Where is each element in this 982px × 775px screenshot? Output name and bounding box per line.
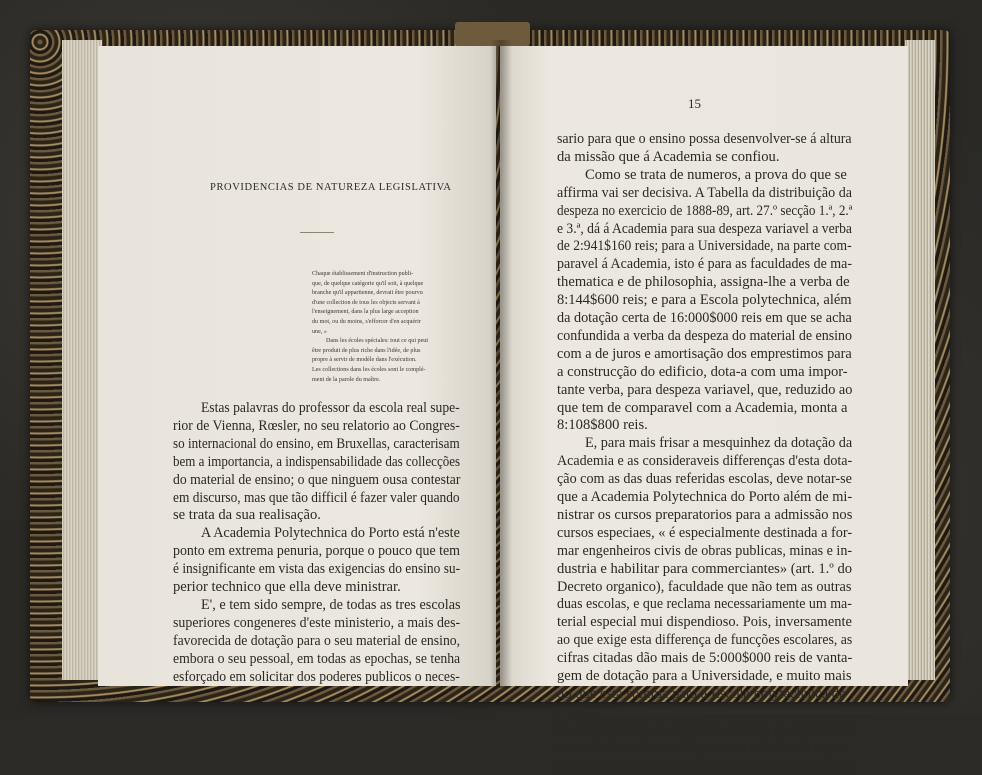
text-line: favorecida de dotação para o seu material de ensino, [173,632,461,649]
text-line: paravel á Academia, isto é para as faculdades de ma- [557,256,853,273]
text-line: que tem de comparavel com a Academia, monta a [557,399,848,416]
text-line: despeza no exercicio de 1888-89, art. 27.º secção 1.ª, 2.ª [557,202,853,219]
epigraph-line: Les collections dans les écoles sont le complé- [312,366,426,373]
text-line: que a Academia Polytechnica do Porto além de mi- [557,489,853,505]
heading-divider [300,232,334,233]
text-line: reis dada á Academia Polytechnica e destinada a «pre- [557,739,853,756]
text-line: é insignificante em vista das exigencias do ensino su- [173,561,461,578]
text-line: bem a importancia, a indispensabilidade das collecções [173,453,461,470]
text-line: cifras citadas dão mais de 5:000$000 reis de vanta- [557,650,853,667]
text-line: dustria e habilitar para commerciantes» (art. 1.º do [557,560,853,577]
text-line: da missão que á Academia se confiou. [557,148,780,165]
epigraph-line: être produit de plus riche dans l'idée, de plus [312,347,421,354]
text-line: rior de Vienna, Rœsler, no seu relatorio ao Congres- [173,417,460,434]
text-line: cursos especiaes, « é especialmente destinada a for- [557,524,853,541]
text-line: terial especial mui dispendioso. Pois, inversamente [557,614,852,631]
text-line: superiores congeneres d'este ministerio, a mais des- [173,614,461,631]
epigraph-line: l'enseignement, dans la plus large acception [312,309,419,316]
epigraph-line: Chaque établissement d'instruction publi- [312,271,414,277]
text-line: a construcção do edificio, dota-a com uma impor- [557,363,848,380]
epigraph-line: Dans les écoles spéciales: tout ce qui peut [326,338,429,345]
epigraph-line: une, » [312,328,327,335]
text-line: ção com as das duas referidas escolas, deve notar-se [557,471,852,488]
text-line: thematica e de philosophia, assigna-lhe a verba de [557,274,850,291]
page-number: 15 [688,96,701,111]
text-line: Decreto organico), faculdade que não tem as outras [557,578,852,595]
text-line: A Academia Polytechnica do Porto está n'este [201,525,460,542]
text-line: mar engenheiros civis de obras publicas, minas e in- [557,542,853,559]
text-line: ponto em extrema penuria, porque o pouco que tem [173,543,460,560]
text-line: affirma vai ser decisiva. A Tabella da distribuição da [557,184,853,201]
text-line: sario para que o ensino possa desenvolver-se á altura [557,131,852,147]
text-line: tante verba, para despeza variavel, que, reduzido ao [557,381,853,398]
section-heading: PROVIDENCIAS DE NATUREZA LEGISLATIVA [210,182,452,193]
text-line: com a de juros e amortisação dos emprestimos para [557,345,852,362]
epigraph-line: branche qu'il appartienne, devrait être pourvu [312,290,423,297]
text-line: gem de dotação para a Universidade, e muito mais [557,668,852,684]
text-line: confundida a verba da despeza do material de ensino [557,327,853,344]
text-line: e 3.ª, dá á Academia para sua despeza variavel a verba [557,220,852,237]
text-line: E', e tem sido sempre, de todas as tres escolas [201,596,461,613]
text-line: do material de ensino; o que ninguem ousa contestar [173,471,461,488]
text-line: Academia e as consideraveis differenças d'esta dota- [557,453,853,470]
text-line: duas escolas, e que reclama necessariamente um ma- [557,596,852,613]
text-line: Lisboa! [557,703,602,720]
text-line: 8:108$800 reis. [557,417,648,434]
text-line: nistrar os cursos preparatorios para a admissão nos [557,506,853,523]
text-line: ao que exige esta differença de funcções escolares, as [557,632,853,649]
text-line: perior technico que ella deve ministrar. [173,579,401,595]
epigraph-line: du mot, ou du moins, s'efforcer d'en acquérir [312,318,421,325]
text-line: embora o seu pessoal, em todas as epochas, se tenha [173,650,461,667]
epigraph-line: propre à servir de modèle dans l'exécution. [312,357,417,364]
text-line: da dotação certa de 16:000$000 reis em que se acha [557,310,852,326]
text-line: Se isoladamente se considera a verba de 2:941$160 [557,721,853,738]
text-line: do que esta somma para a Escola polytechnica de [557,685,846,702]
epigraph-quote [312,270,460,385]
text-line: 8:144$600 reis; e para a Escola polytechnica, além [557,292,852,309]
text-line: E, para mais frisar a mesquinhez da dotação da [585,435,853,452]
text-line: em discurso, mas que tão difficil é fazer valer quando [173,489,460,506]
text-line: mios a estudantes, despezas do expediente, compra [557,757,853,774]
text-line: so internacional do ensino, em Bruxellas, caracterisam [173,435,460,452]
epigraph-line: que, de quelque catégorie qu'il soit, à quelque [312,280,424,287]
text-line: se trata da sua realisação. [173,507,321,524]
epigraph-line: d'une collection de tous les objects servant à [312,299,420,306]
epigraph-line: ment de la parole du maître. [312,376,381,383]
text-line: Estas palavras do professor da escola real supe- [201,400,460,416]
text-line: de 2:941$160 reis; para a Universidade, na parte com- [557,238,852,255]
book-gutter [490,40,512,688]
left-page-edges [62,40,102,680]
text-line: esforçado em solicitar dos poderes publicos o neces- [173,668,460,685]
right-page-edges [905,40,935,680]
text-line: Como se trata de numeros, a prova do que se [585,166,847,183]
